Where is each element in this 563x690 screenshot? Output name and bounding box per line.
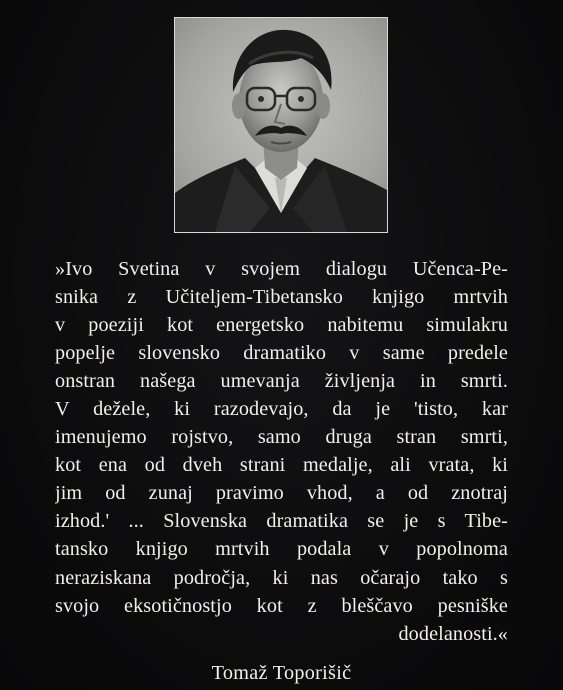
portrait-illustration <box>175 18 387 232</box>
blurb-line: V dežele, ki razodevajo, da je 'tisto, kar <box>55 398 508 421</box>
quote-author: Tomaž Toporišič <box>211 662 352 684</box>
blurb-line: kot ena od dveh strani medalje, ali vrata, ki <box>55 454 508 477</box>
blurb-line: »Ivo Svetina v svojem dialogu Učenca-Pe- <box>55 258 508 280</box>
book-blurb-quote <box>55 255 508 648</box>
blurb-line: snika z Učiteljem-Tibetansko knjigo mrtvih <box>55 286 508 309</box>
blurb-line: svojo eksotičnostjo kot z bleščavo pesniške <box>55 594 508 617</box>
blurb-line: popelje slovensko dramatiko v same predele <box>55 342 508 365</box>
blurb-line: jim od zunaj pravimo vhod, a od znotraj <box>55 482 508 505</box>
blurb-line: onstran našega umevanja življenja in smrti. <box>55 370 508 393</box>
blurb-line: tansko knjigo mrtvih podala v popolnoma <box>55 538 508 561</box>
blurb-line: v poeziji kot energetsko nabitemu simulakru <box>55 314 508 337</box>
author-portrait-photo <box>174 17 388 233</box>
blurb-line: neraziskana področja, ki nas očarajo tako s <box>55 566 508 589</box>
blurb-line: izhod.' ... Slovenska dramatika se je s Tibe- <box>55 510 508 533</box>
blurb-line-last: dodelanosti.« <box>398 622 508 645</box>
blurb-line: imenujemo rojstvo, samo druga stran smrti, <box>55 426 508 449</box>
